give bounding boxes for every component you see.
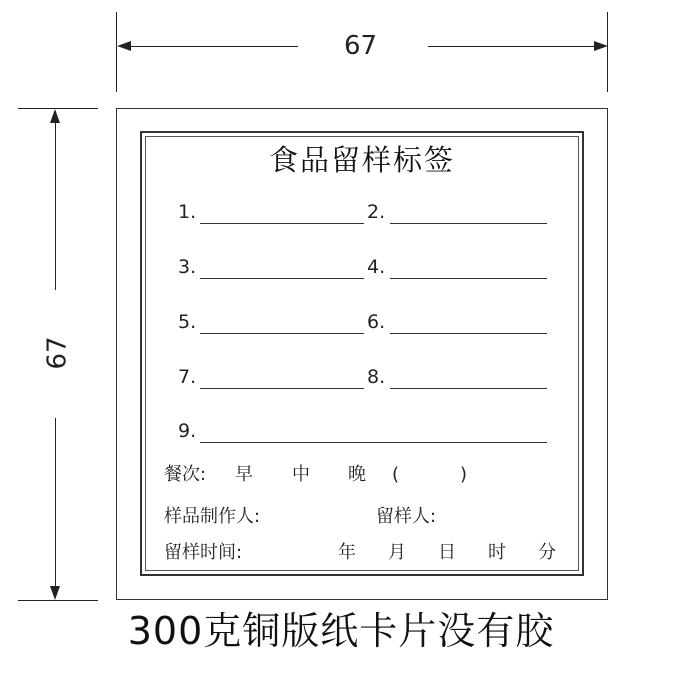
paren-close: )	[460, 464, 468, 485]
time-day: 日	[438, 542, 456, 563]
dim-line-right	[428, 46, 596, 47]
field-underline	[390, 278, 547, 279]
field-9[interactable]	[178, 417, 547, 443]
field-4[interactable]	[367, 253, 547, 279]
field-underline	[200, 278, 364, 279]
paren-open: (	[392, 464, 400, 485]
field-6[interactable]	[367, 308, 547, 334]
field-number: 5.	[178, 311, 197, 333]
arrow-down-icon	[50, 586, 60, 600]
field-underline	[200, 333, 364, 334]
dim-tick-bottom	[18, 600, 98, 601]
sample-time-label: 留样时间:	[164, 542, 243, 563]
field-1[interactable]	[178, 198, 364, 224]
field-number: 9.	[178, 420, 197, 442]
field-number: 6.	[367, 311, 386, 333]
time-hour: 时	[488, 542, 506, 563]
dim-line-bottom	[55, 418, 56, 588]
field-8[interactable]	[367, 363, 547, 389]
field-number: 7.	[178, 366, 197, 388]
field-number: 1.	[178, 201, 197, 223]
field-2[interactable]	[367, 198, 547, 224]
field-underline	[200, 388, 364, 389]
field-3[interactable]	[178, 253, 364, 279]
field-underline	[390, 223, 547, 224]
dim-line-top	[55, 120, 56, 290]
field-number: 2.	[367, 201, 386, 223]
label-title: 食品留样标签	[268, 143, 455, 177]
sample-maker-label: 样品制作人:	[164, 506, 261, 527]
height-dimension-label: 67	[42, 336, 73, 370]
meal-option-lunch[interactable]: 中	[292, 464, 310, 485]
dim-line-left	[128, 46, 298, 47]
meal-option-dinner[interactable]: 晚	[348, 464, 366, 485]
sampler-label: 留样人:	[376, 506, 437, 527]
field-underline	[390, 333, 547, 334]
product-caption: 300克铜版纸卡片没有胶	[127, 609, 555, 653]
width-dimension-label: 67	[344, 31, 378, 61]
time-minute: 分	[538, 542, 556, 563]
field-number: 3.	[178, 256, 197, 278]
dim-tick-left	[116, 12, 117, 92]
field-underline	[200, 223, 364, 224]
field-7[interactable]	[178, 363, 364, 389]
field-underline	[390, 388, 547, 389]
time-month: 月	[388, 542, 406, 563]
field-number: 4.	[367, 256, 386, 278]
meal-label: 餐次:	[164, 464, 207, 485]
field-5[interactable]	[178, 308, 364, 334]
field-underline	[200, 442, 547, 443]
meal-option-breakfast[interactable]: 早	[235, 464, 253, 485]
time-year: 年	[338, 542, 356, 563]
arrow-right-icon	[594, 41, 608, 51]
field-number: 8.	[367, 366, 386, 388]
dim-tick-right	[607, 12, 608, 92]
